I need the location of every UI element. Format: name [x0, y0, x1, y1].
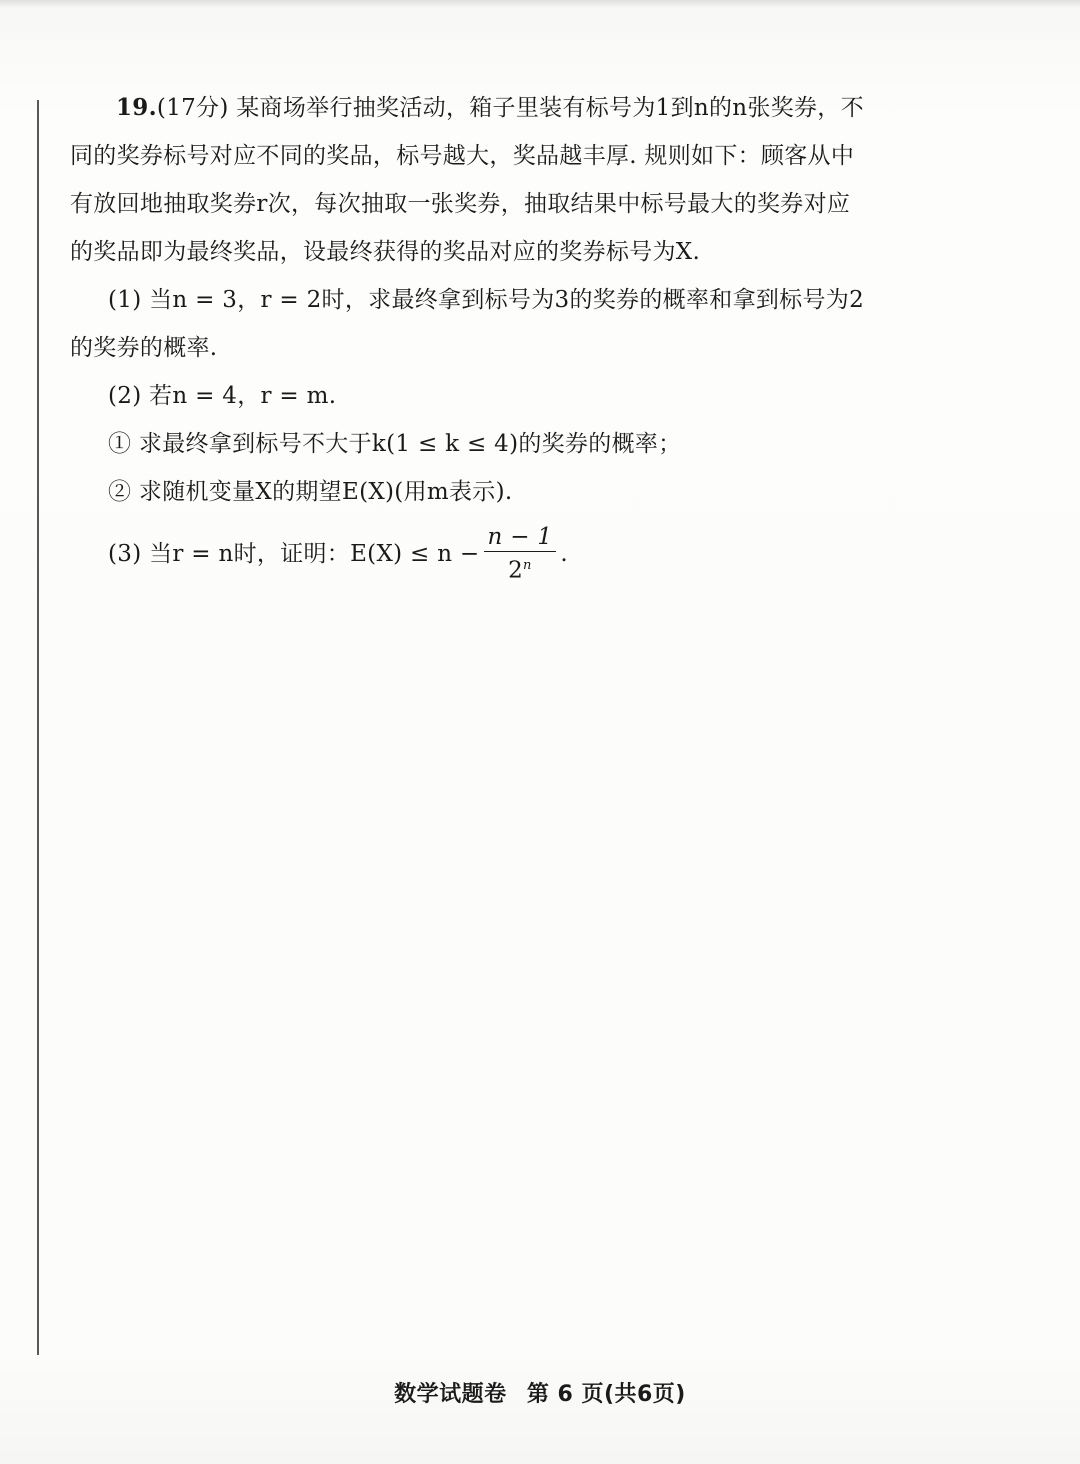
- footer-page-number: 第 6 页(共6页): [526, 1382, 686, 1407]
- question-stem: [70, 84, 870, 276]
- question-stem-text: (17分) 某商场举行抽奖活动，箱子里装有标号为1到n的n张奖券，不同的奖券标号对应不同的奖品，标号越大，奖品越丰厚. 规则如下：顾客从中有放回地抽取奖券r次，每次抽取一张奖券，抽取结果中标号最大的奖券对应的奖品即为最终奖品，设最终获得的奖品对应的奖券标号为X.: [70, 95, 864, 265]
- footer-subject: 数学试题卷: [394, 1382, 507, 1407]
- part-3: [70, 522, 870, 586]
- fraction-denominator-exponent: n: [523, 558, 532, 574]
- fraction-denominator-base: 2: [508, 557, 524, 584]
- part-2-item-2: ② 求随机变量X的期望E(X)(用m表示).: [108, 479, 513, 505]
- question-number: 19.: [116, 94, 157, 121]
- part-2-item-1: ① 求最终拿到标号不大于k(1 ≤ k ≤ 4)的奖券的概率；: [108, 431, 682, 457]
- question-19: [70, 84, 870, 586]
- fraction-numerator: n − 1: [484, 523, 557, 552]
- part-3-suffix: .: [560, 541, 568, 567]
- fraction-denominator: [504, 552, 536, 585]
- page-footer: [0, 1377, 1080, 1408]
- part-2: (2) 若n = 4，r = m.: [108, 383, 337, 409]
- part-1: (1) 当n = 3，r = 2时，求最终拿到标号为3的奖券的概率和拿到标号为2的奖券的概率.: [70, 287, 865, 361]
- part-3-prefix: (3) 当r = n时，证明：E(X) ≤ n −: [108, 541, 480, 567]
- scan-top-edge: [0, 0, 1080, 8]
- fraction: [484, 523, 557, 585]
- margin-rule: [37, 100, 39, 1355]
